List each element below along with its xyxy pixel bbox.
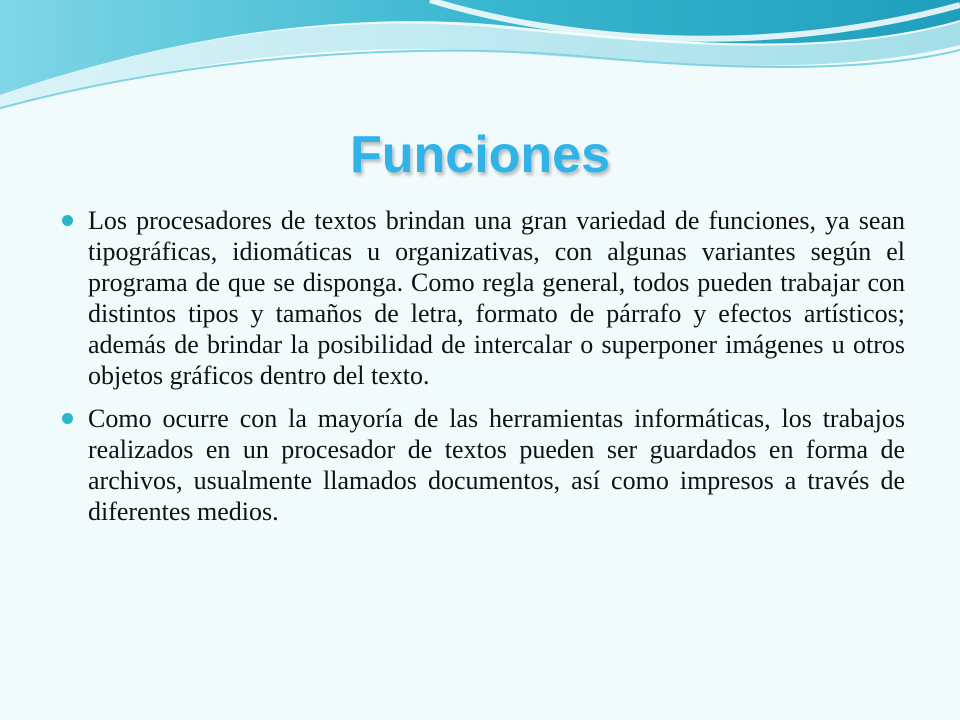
bullet-dot-icon xyxy=(62,215,73,226)
bullet-text: Los procesadores de textos brindan una gran variedad de funciones, ya sean tipográficas, idiomáticas u organizativas, con algunas variantes según el programa de que se disponga. Como regla general, todos pueden trabajar con distintos tipos y tamaños de letra, formato de párrafo y efectos artísticos; además de brindar la posibilidad de intercalar o superponer imágenes u otros objetos gráficos dentro del texto. xyxy=(88,206,905,390)
decorative-wave-banner xyxy=(0,0,960,120)
bullet-text: Como ocurre con la mayoría de las herramientas informáticas, los trabajos realizados en un procesador de textos pueden ser guardados en forma de archivos, usualmente llamados documentos, así como impresos a través de diferentes medios. xyxy=(88,404,905,526)
list-item xyxy=(60,205,905,391)
list-item xyxy=(60,403,905,527)
slide-title: Funciones xyxy=(349,126,611,184)
bullet-list xyxy=(60,205,905,539)
bullet-dot-icon xyxy=(62,413,73,424)
